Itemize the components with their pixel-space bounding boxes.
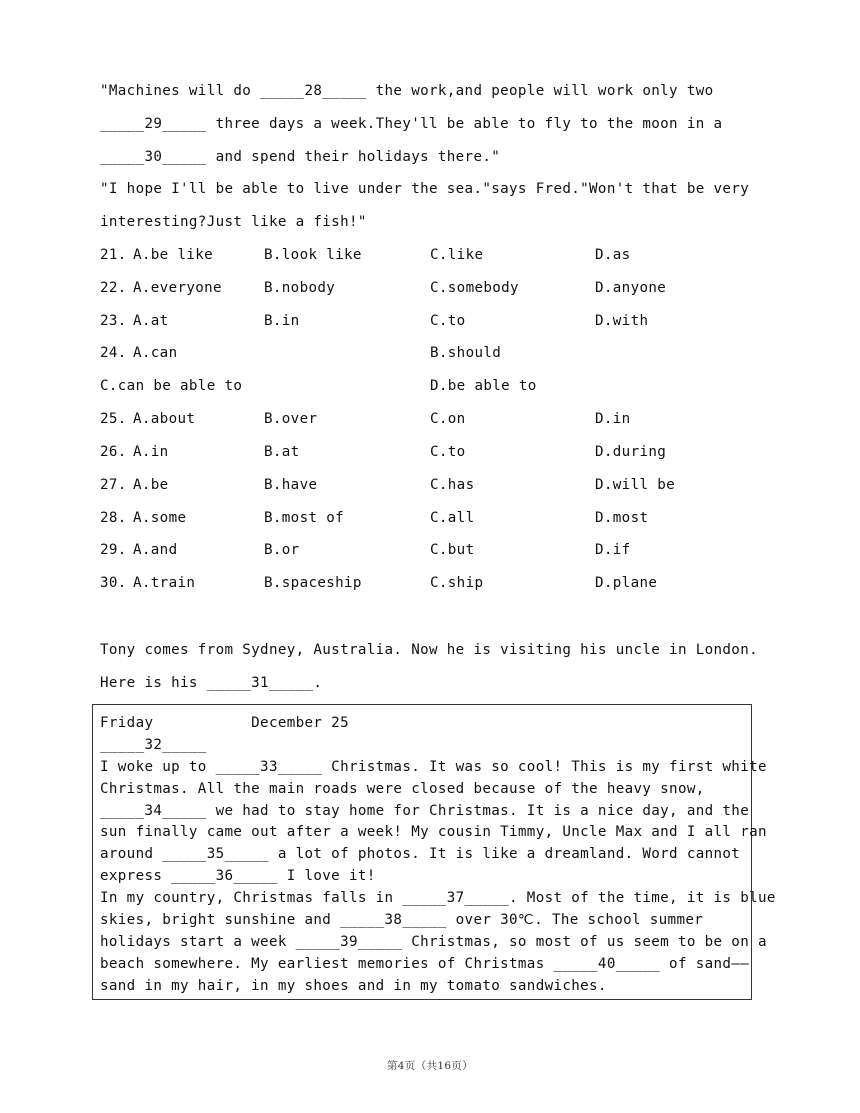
option-a: A.be [133,477,169,493]
question-row [100,475,676,495]
option-c: C.to [430,444,466,460]
option-b: B.over [264,411,318,427]
question-row [100,343,502,363]
question-number: 30. [100,575,127,591]
option-d: D.be able to [430,378,537,394]
question-row [100,442,667,462]
option-d: D.if [595,542,631,558]
passage-line: "I hope I'll be able to live under the sea."says Fred."Won't that be very [100,181,750,197]
question-number: 27. [100,477,127,493]
option-c: C.has [430,477,475,493]
diary-line: Friday December 25 [100,715,349,731]
intro-line: Here is his _____31_____. [100,675,323,691]
diary-line: sand in my hair, in my shoes and in my tomato sandwiches. [100,978,607,994]
question-row [100,573,658,593]
question-number: 24. [100,345,127,361]
option-b: B.spaceship [264,575,362,591]
passage-line: _____30_____ and spend their holidays there." [100,149,501,165]
option-b: B.look like [264,247,362,263]
option-a: A.some [133,510,187,526]
diary-box [92,704,776,1000]
option-c: C.on [430,411,466,427]
diary-line: beach somewhere. My earliest memories of Christmas _____40_____ of sand—— [100,956,750,972]
question-number: 25. [100,411,127,427]
option-d: D.will be [595,477,676,493]
question-row [100,278,667,298]
question-row [100,540,631,560]
option-d: D.during [595,444,667,460]
diary-line: In my country, Christmas falls in _____37_____. Most of the time, it is blue [100,890,776,906]
diary-line: _____32_____ [100,737,207,753]
question-number: 23. [100,313,127,329]
option-d: D.most [595,510,649,526]
diary-line: express _____36_____ I love it! [100,868,376,884]
diary-line: around _____35_____ a lot of photos. It is like a dreamland. Word cannot [100,846,741,862]
passage-line: _____29_____ three days a week.They'll be able to fly to the moon in a [100,116,723,132]
question-number: 28. [100,510,127,526]
question-row [100,508,649,528]
option-a: A.in [133,444,169,460]
option-a: A.at [133,313,169,329]
diary-line: Christmas. All the main roads were closed because of the heavy snow, [100,781,705,797]
question-number: 22. [100,280,127,296]
question-row [100,311,649,331]
diary-line: sun finally came out after a week! My cousin Timmy, Uncle Max and I all ran [100,824,767,840]
question-row [100,409,631,429]
passage-line: interesting?Just like a fish!" [100,214,367,230]
option-b: B.nobody [264,280,336,296]
option-b: B.should [430,345,502,361]
option-d: D.with [595,313,649,329]
option-b: B.most of [264,510,345,526]
option-d: D.as [595,247,631,263]
option-a: A.be like [133,247,214,263]
option-c: C.to [430,313,466,329]
passage-line: "Machines will do _____28_____ the work,and people will work only two [100,83,714,99]
option-d: D.anyone [595,280,667,296]
option-b: B.in [264,313,300,329]
option-d: D.in [595,411,631,427]
question-number: 26. [100,444,127,460]
option-a: A.can [133,345,178,361]
option-a: A.about [133,411,196,427]
question-number: 29. [100,542,127,558]
option-a: A.and [133,542,178,558]
intro-line: Tony comes from Sydney, Australia. Now he is visiting his uncle in London. [100,642,758,658]
option-d: D.plane [595,575,658,591]
diary-line: _____34_____ we had to stay home for Christmas. It is a nice day, and the [100,803,750,819]
option-c: C.can be able to [100,378,243,394]
page-footer: 第4页（共16页） [386,1060,474,1072]
option-a: A.everyone [133,280,222,296]
option-b: B.or [264,542,300,558]
question-row [100,376,537,396]
option-c: C.all [430,510,475,526]
option-b: B.have [264,477,318,493]
option-c: C.somebody [430,280,519,296]
diary-line: skies, bright sunshine and _____38_____ over 30℃. The school summer [100,912,704,928]
diary-line: I woke up to _____33_____ Christmas. It was so cool! This is my first white [100,759,767,775]
question-row [100,245,631,265]
option-b: B.at [264,444,300,460]
option-c: C.like [430,247,484,263]
option-c: C.but [430,542,475,558]
option-c: C.ship [430,575,484,591]
question-number: 21. [100,247,127,263]
diary-line: holidays start a week _____39_____ Christmas, so most of us seem to be on a [100,934,767,950]
option-a: A.train [133,575,196,591]
